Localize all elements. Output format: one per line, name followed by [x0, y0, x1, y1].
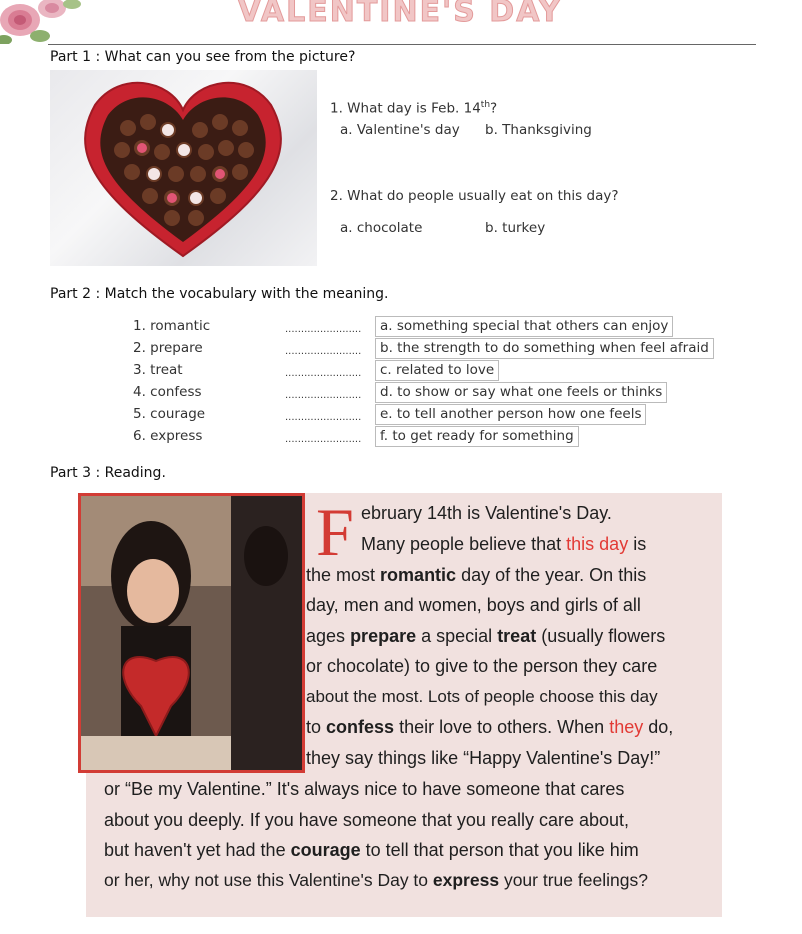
answer-blank[interactable]: ........................ [285, 346, 362, 357]
reading-line-3: the most romantic day of the year. On this [306, 565, 647, 585]
reading-line-1: ebruary 14th is Valentine's Day. [361, 503, 612, 523]
chocolate-box-image [50, 70, 317, 266]
question-2-option-b: b. turkey [485, 220, 546, 236]
meaning-option: a. something special that others can enjoy [375, 316, 673, 337]
reading-line-5: ages prepare a special treat (usually flowers [306, 626, 666, 646]
answer-blank[interactable]: ........................ [285, 434, 362, 445]
vocab-word: 4. confess [133, 384, 202, 400]
answer-blank[interactable]: ........................ [285, 324, 362, 335]
drop-cap: F [316, 494, 354, 570]
title-divider [48, 44, 756, 45]
question-1: 1. What day is Feb. 14th? [330, 100, 498, 117]
question-2-option-a: a. chocolate [340, 220, 423, 236]
vocab-word: 2. prepare [133, 340, 203, 356]
page-title: VALENTINE'S DAY [237, 0, 563, 29]
reading-line-2: Many people believe that this day is [361, 534, 647, 554]
reading-line-11: about you deeply. If you have someone that you really care about, [104, 810, 630, 830]
reading-line-7: about the most. Lots of people choose this day [306, 687, 658, 706]
reading-line-10: or “Be my Valentine.” It's always nice to have someone that cares [104, 779, 625, 799]
reading-line-9: they say things like “Happy Valentine's Day!” [306, 748, 661, 768]
meaning-option: d. to show or say what one feels or thinks [375, 382, 667, 403]
question-1-option-a: a. Valentine's day [340, 122, 460, 138]
vocab-word: 3. treat [133, 362, 183, 378]
meaning-option: b. the strength to do something when feel afraid [375, 338, 714, 359]
reading-line-12: but haven't yet had the courage to tell that person that you like him [104, 840, 639, 860]
part1-heading: Part 1 : What can you see from the picture? [50, 49, 356, 65]
reading-line-4: day, men and women, boys and girls of all [306, 595, 641, 615]
reading-line-6: or chocolate) to give to the person they care [306, 656, 658, 676]
meaning-option: e. to tell another person how one feels [375, 404, 646, 425]
question-2: 2. What do people usually eat on this day? [330, 188, 619, 204]
vocab-word: 5. courage [133, 406, 206, 422]
answer-blank[interactable]: ........................ [285, 412, 362, 423]
meaning-option: f. to get ready for something [375, 426, 579, 447]
vocab-word: 6. express [133, 428, 203, 444]
part3-heading: Part 3 : Reading. [50, 465, 166, 481]
vocab-word: 1. romantic [133, 318, 211, 334]
question-1-option-b: b. Thanksgiving [485, 122, 592, 138]
answer-blank[interactable]: ........................ [285, 390, 362, 401]
answer-blank[interactable]: ........................ [285, 368, 362, 379]
couple-photo [78, 493, 305, 773]
reading-line-13: or her, why not use this Valentine's Day to express your true feelings? [104, 870, 648, 890]
meaning-option: c. related to love [375, 360, 499, 381]
reading-line-8: to confess their love to others. When they do, [306, 717, 674, 737]
part2-heading: Part 2 : Match the vocabulary with the meaning. [50, 286, 389, 302]
rose-decoration-icon [0, 0, 100, 44]
